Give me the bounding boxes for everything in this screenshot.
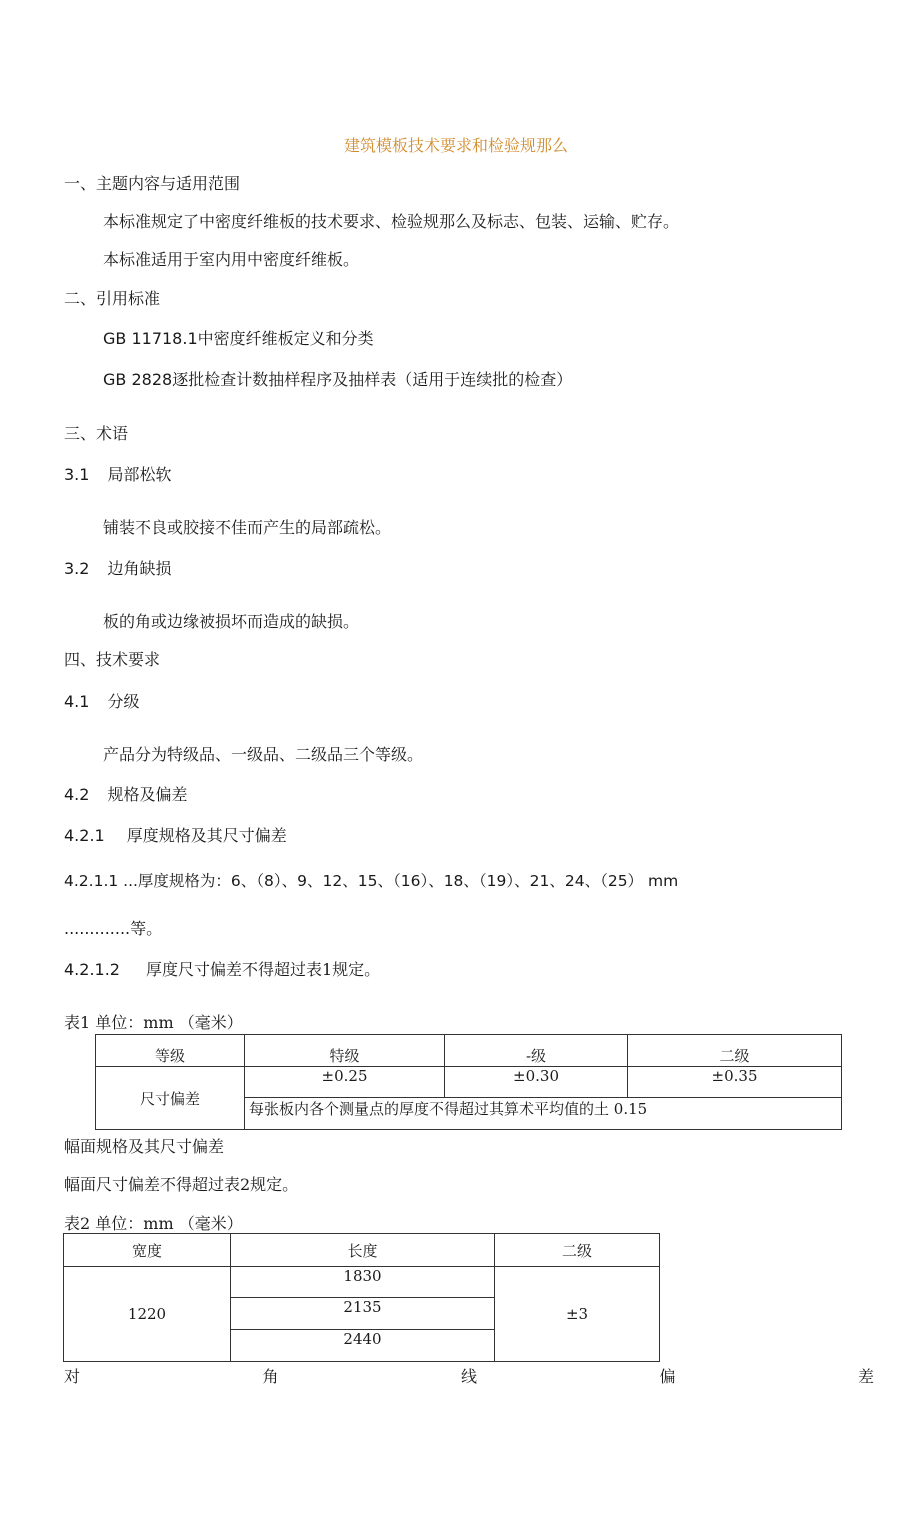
subsection-4-1-title: 分级 xyxy=(107,692,140,711)
section-1-paragraph-1: 本标准规定了中密度纤维板的技术要求、检验规那么及标志、包装、运输、贮存。 xyxy=(103,212,680,231)
thickness-spec-continuation xyxy=(64,916,162,939)
table-1 xyxy=(95,1034,842,1130)
section-4-heading: 四、技术要求 xyxy=(64,650,161,669)
subsection-4-2-1 xyxy=(64,823,287,846)
diagonal-char-3: 线 xyxy=(460,1367,477,1386)
diagonal-char-4: 偏 xyxy=(659,1367,676,1386)
table-2 xyxy=(63,1233,660,1362)
reference-1-text: 中密度纤维板定义和分类 xyxy=(197,329,374,348)
subsection-4-2-1-2-text: 厚度尺寸偏差不得超过表1规定。 xyxy=(145,960,381,979)
table-1-row-label: 尺寸偏差 xyxy=(96,1067,245,1130)
reference-1 xyxy=(103,326,374,349)
diagonal-char-1: 对 xyxy=(64,1367,81,1386)
subsection-4-2-1-2 xyxy=(64,957,380,980)
table-2-tolerance: ±3 xyxy=(495,1267,660,1362)
section-1-heading: 一、主题内容与适用范围 xyxy=(64,174,241,193)
reference-1-code: GB 11718.1 xyxy=(103,329,198,348)
section-1-paragraph-2: 本标准适用于室内用中密度纤维板。 xyxy=(103,250,360,269)
subsection-4-2-1-title: 厚度规格及其尺寸偏差 xyxy=(126,826,287,845)
table-2-header-length: 长度 xyxy=(231,1234,495,1267)
table-2-length-3: 2440 xyxy=(231,1330,495,1362)
table-2-length-2: 2135 xyxy=(231,1298,495,1330)
subsection-4-2-title: 规格及偏差 xyxy=(107,785,188,804)
table-2-caption: 表2 单位：mm （毫米） xyxy=(64,1214,243,1233)
subsection-4-1-number: 4.1 xyxy=(64,692,90,711)
subsection-3-2 xyxy=(64,556,171,579)
table-2-width-value: 1220 xyxy=(64,1267,231,1362)
reference-2-code: GB 2828 xyxy=(103,370,173,389)
section-3-heading: 三、术语 xyxy=(64,424,129,443)
width-spec-heading: 幅面规格及其尺寸偏差 xyxy=(64,1137,225,1156)
subsection-4-1 xyxy=(64,689,139,712)
table-1-header-special: 特级 xyxy=(245,1035,445,1067)
thickness-spec-line: 4.2.1.1 ...厚度规格为：6、（8）、9、12、15、（16）、18、（19）、21、24、（25） mm xyxy=(64,872,679,890)
subsection-3-1-text: 铺装不良或胶接不佳而产生的局部疏松。 xyxy=(103,518,392,537)
subsection-4-1-text: 产品分为特级品、一级品、二级品三个等级。 xyxy=(103,745,424,764)
reference-2 xyxy=(103,367,572,390)
subsection-4-2-1-2-number: 4.2.1.2 xyxy=(64,960,120,979)
subsection-3-2-title: 边角缺损 xyxy=(107,559,172,578)
diagonal-char-2: 角 xyxy=(262,1367,279,1386)
width-spec-text: 幅面尺寸偏差不得超过表2规定。 xyxy=(64,1175,299,1194)
table-1-header-first: -级 xyxy=(445,1035,628,1067)
diagonal-deviation-heading xyxy=(64,1364,874,1387)
subsection-3-1-title: 局部松软 xyxy=(107,465,172,484)
table-1-caption: 表1 单位：mm （毫米） xyxy=(64,1013,243,1032)
thickness-spec-dots: ............. xyxy=(64,919,131,938)
document-title: 建筑模板技术要求和检验规那么 xyxy=(344,136,569,155)
table-2-header-grade: 二级 xyxy=(495,1234,660,1267)
table-1-value-second: ±0.35 xyxy=(628,1067,842,1098)
thickness-spec-end: 等。 xyxy=(130,919,163,938)
table-2-length-1: 1830 xyxy=(231,1267,495,1298)
subsection-4-2 xyxy=(64,782,187,805)
table-2-header-width: 宽度 xyxy=(64,1234,231,1267)
subsection-3-2-text: 板的角或边缘被损坏而造成的缺损。 xyxy=(103,612,360,631)
subsection-3-2-number: 3.2 xyxy=(64,559,90,578)
table-1-value-special: ±0.25 xyxy=(245,1067,445,1098)
diagonal-char-5: 差 xyxy=(857,1367,874,1386)
table-1-header-grade: 等级 xyxy=(96,1035,245,1067)
subsection-4-2-1-number: 4.2.1 xyxy=(64,826,105,845)
table-1-value-first: ±0.30 xyxy=(445,1067,628,1098)
table-1-header-second: 二级 xyxy=(628,1035,842,1067)
section-2-heading: 二、引用标准 xyxy=(64,289,161,308)
reference-2-text: 逐批检查计数抽样程序及抽样表（适用于连续批的检查） xyxy=(172,370,573,389)
subsection-3-1-number: 3.1 xyxy=(64,465,90,484)
subsection-4-2-number: 4.2 xyxy=(64,785,90,804)
subsection-3-1 xyxy=(64,462,171,485)
table-1-note: 每张板内各个测量点的厚度不得超过其算术平均值的土 0.15 xyxy=(245,1098,842,1130)
